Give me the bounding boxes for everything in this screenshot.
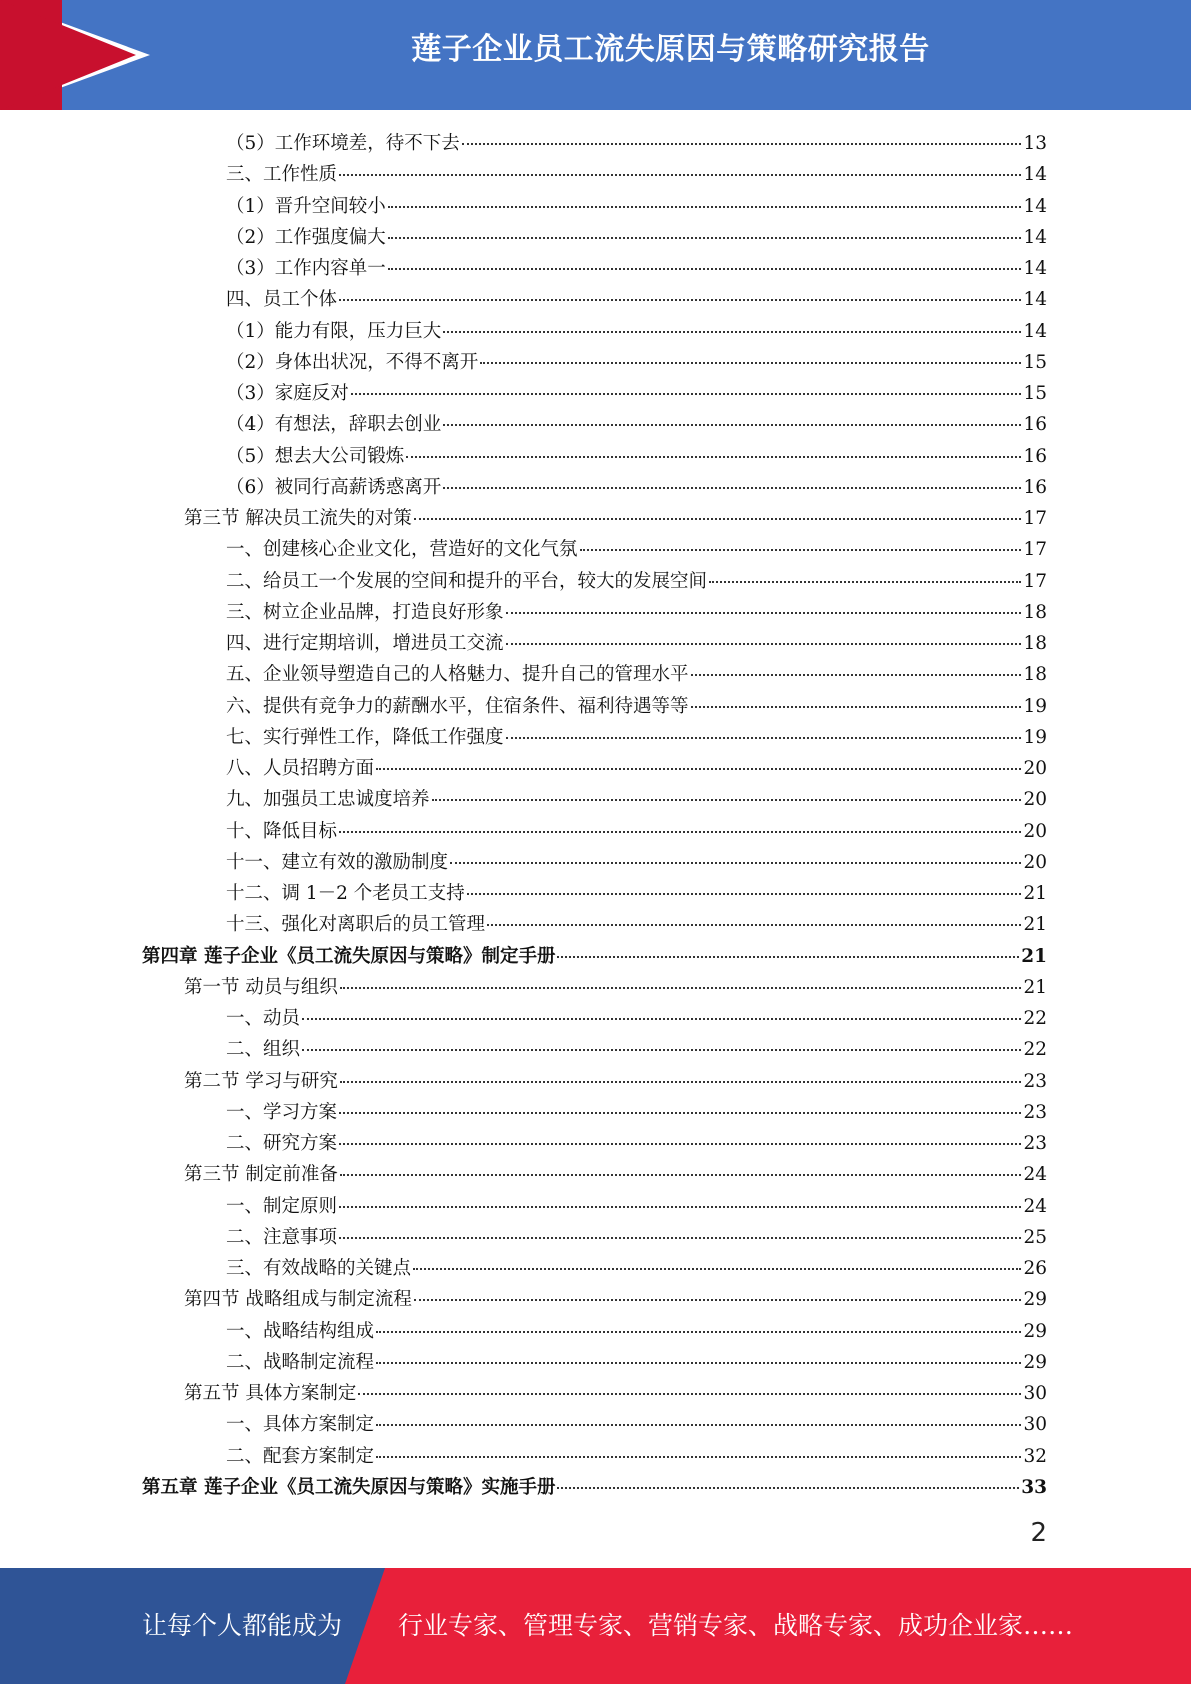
toc-dot-leader bbox=[462, 143, 1022, 145]
toc-entry[interactable] bbox=[184, 972, 1047, 1003]
toc-entry-title: 十三、强化对离职后的员工管理 bbox=[226, 914, 486, 936]
toc-dot-leader bbox=[340, 987, 1022, 989]
toc-entry[interactable] bbox=[226, 1441, 1047, 1472]
toc-entry-title: 二、给员工一个发展的空间和提升的平台，较大的发展空间 bbox=[226, 570, 708, 592]
toc-entry-page: 20 bbox=[1023, 758, 1047, 779]
toc-entry-page: 16 bbox=[1023, 414, 1047, 436]
toc-entry-title: 一、制定原则 bbox=[226, 1195, 338, 1217]
toc-entry-title: 第二节 学习与研究 bbox=[184, 1070, 338, 1092]
toc-entry-page: 15 bbox=[1023, 351, 1047, 373]
toc-entry[interactable] bbox=[226, 784, 1047, 815]
toc-entry-title: 一、动员 bbox=[226, 1008, 301, 1029]
toc-entry[interactable] bbox=[226, 909, 1047, 940]
toc-entry-page: 20 bbox=[1023, 789, 1047, 811]
toc-entry[interactable] bbox=[142, 1472, 1047, 1503]
toc-entry-title: 第四节 战略组成与制定流程 bbox=[184, 1289, 412, 1311]
toc-entry-title: （1）能力有限，压力巨大 bbox=[226, 320, 442, 342]
toc-entry[interactable] bbox=[226, 1097, 1047, 1128]
toc-entry-page: 16 bbox=[1023, 476, 1047, 498]
toc-entry-title: 一、学习方案 bbox=[226, 1101, 338, 1123]
toc-entry-page: 29 bbox=[1023, 1320, 1047, 1342]
toc-entry[interactable] bbox=[142, 941, 1047, 972]
toc-entry[interactable] bbox=[226, 284, 1047, 315]
toc-entry[interactable] bbox=[226, 409, 1047, 440]
toc-entry-title: 一、战略结构组成 bbox=[226, 1320, 375, 1342]
toc-entry[interactable] bbox=[226, 628, 1047, 659]
footer-banner bbox=[0, 1568, 1191, 1684]
toc-entry-page: 29 bbox=[1023, 1351, 1047, 1373]
toc-entry[interactable] bbox=[226, 472, 1047, 503]
toc-dot-leader bbox=[376, 1424, 1021, 1426]
toc-dot-leader bbox=[557, 1487, 1019, 1489]
toc-dot-leader bbox=[414, 1299, 1022, 1301]
toc-entry[interactable] bbox=[184, 1066, 1047, 1097]
toc-dot-leader bbox=[413, 1268, 1021, 1270]
toc-entry-page: 32 bbox=[1023, 1445, 1047, 1467]
toc-dot-leader bbox=[340, 1081, 1022, 1083]
toc-entry[interactable] bbox=[226, 566, 1047, 597]
toc-entry-page: 21 bbox=[1023, 883, 1047, 904]
toc-dot-leader bbox=[506, 737, 1022, 739]
toc-entry-title: 十、降低目标 bbox=[226, 820, 338, 842]
toc-entry-title: 三、树立企业品牌，打造良好形象 bbox=[226, 601, 504, 623]
toc-entry[interactable] bbox=[226, 316, 1047, 347]
toc-entry-title: 九、加强员工忠诚度培养 bbox=[226, 789, 430, 811]
toc-entry[interactable] bbox=[226, 722, 1047, 753]
toc-entry[interactable] bbox=[184, 1159, 1047, 1190]
toc-entry[interactable] bbox=[226, 847, 1047, 878]
toc-dot-leader bbox=[467, 893, 1022, 895]
toc-entry-title: 四、员工个体 bbox=[226, 289, 338, 311]
toc-entry-page: 26 bbox=[1023, 1258, 1047, 1279]
toc-entry-page: 24 bbox=[1023, 1164, 1047, 1186]
toc-dot-leader bbox=[709, 581, 1021, 583]
toc-entry-page: 18 bbox=[1023, 664, 1047, 686]
toc-entry-page: 30 bbox=[1023, 1383, 1047, 1404]
toc-dot-leader bbox=[339, 1237, 1021, 1239]
toc-entry[interactable] bbox=[226, 691, 1047, 722]
toc-entry-page: 17 bbox=[1023, 539, 1047, 561]
toc-dot-leader bbox=[376, 1331, 1021, 1333]
toc-dot-leader bbox=[302, 1018, 1021, 1020]
toc-entry-title: 六、提供有竞争力的薪酬水平，住宿条件、福利待遇等等 bbox=[226, 695, 689, 717]
toc-entry[interactable] bbox=[226, 659, 1047, 690]
toc-entry-page: 23 bbox=[1023, 1070, 1047, 1092]
toc-entry[interactable] bbox=[226, 1003, 1047, 1034]
toc-entry[interactable] bbox=[184, 503, 1047, 534]
toc-entry[interactable] bbox=[226, 378, 1047, 409]
toc-entry-page: 14 bbox=[1023, 195, 1047, 217]
footer-slogan-left: 让每个人都能成为 bbox=[142, 1611, 343, 1640]
toc-entry-title: 二、注意事项 bbox=[226, 1226, 338, 1248]
toc-dot-leader bbox=[339, 174, 1021, 176]
toc-dot-leader bbox=[339, 1112, 1021, 1114]
toc-dot-leader bbox=[414, 518, 1022, 520]
toc-entry[interactable] bbox=[226, 753, 1047, 784]
document-title: 莲子企业员工流失原因与策略研究报告 bbox=[411, 32, 930, 67]
toc-dot-leader bbox=[376, 1362, 1021, 1364]
toc-dot-leader bbox=[557, 956, 1019, 958]
toc-entry-page: 14 bbox=[1023, 289, 1047, 311]
toc-entry-title: （2）工作强度偏大 bbox=[226, 226, 386, 248]
toc-entry-page: 20 bbox=[1023, 820, 1047, 842]
toc-dot-leader bbox=[406, 456, 1021, 458]
toc-dot-leader bbox=[450, 862, 1021, 864]
toc-entry-title: 一、创建核心企业文化，营造好的文化气氛 bbox=[226, 539, 578, 561]
toc-entry[interactable] bbox=[226, 878, 1047, 909]
toc-entry-page: 17 bbox=[1023, 570, 1047, 592]
toc-dot-leader bbox=[340, 1174, 1022, 1176]
toc-entry-page: 18 bbox=[1023, 601, 1047, 623]
toc-dot-leader bbox=[302, 1049, 1021, 1051]
toc-entry-page: 20 bbox=[1023, 851, 1047, 873]
toc-entry[interactable] bbox=[226, 191, 1047, 222]
toc-dot-leader bbox=[443, 331, 1021, 333]
toc-dot-leader bbox=[506, 643, 1022, 645]
toc-entry[interactable] bbox=[226, 1253, 1047, 1284]
toc-entry-title: 第五章 莲子企业《员工流失原因与策略》实施手册 bbox=[142, 1476, 556, 1498]
toc-dot-leader bbox=[388, 237, 1022, 239]
toc-entry[interactable] bbox=[226, 597, 1047, 628]
toc-entry-title: 十二、调 1－2 个老员工支持 bbox=[226, 883, 465, 904]
page-number: 2 bbox=[1030, 1518, 1047, 1548]
toc-entry-page: 18 bbox=[1023, 633, 1047, 654]
toc-dot-leader bbox=[432, 799, 1022, 801]
toc-entry-page: 22 bbox=[1023, 1039, 1047, 1061]
toc-entry-title: 一、具体方案制定 bbox=[226, 1414, 375, 1436]
toc-entry[interactable] bbox=[226, 1347, 1047, 1378]
toc-dot-leader bbox=[691, 674, 1022, 676]
toc-entry[interactable] bbox=[184, 1284, 1047, 1315]
toc-entry-page: 23 bbox=[1023, 1133, 1047, 1154]
toc-dot-leader bbox=[480, 362, 1021, 364]
toc-dot-leader bbox=[443, 424, 1021, 426]
toc-entry[interactable] bbox=[226, 1222, 1047, 1253]
toc-entry-page: 21 bbox=[1023, 914, 1047, 936]
toc-entry-page: 33 bbox=[1021, 1476, 1047, 1498]
toc-dot-leader bbox=[351, 393, 1022, 395]
toc-entry-page: 14 bbox=[1023, 164, 1047, 186]
toc-dot-leader bbox=[388, 206, 1022, 208]
toc-entry[interactable] bbox=[226, 253, 1047, 284]
toc-entry[interactable] bbox=[184, 1378, 1047, 1409]
toc-entry-title: 八、人员招聘方面 bbox=[226, 758, 375, 779]
toc-entry-title: 七、实行弹性工作，降低工作强度 bbox=[226, 726, 504, 748]
toc-entry-title: 三、有效战略的关键点 bbox=[226, 1258, 412, 1279]
toc-entry-title: 二、研究方案 bbox=[226, 1133, 338, 1154]
toc-entry-page: 29 bbox=[1023, 1289, 1047, 1311]
toc-entry-title: 第五节 具体方案制定 bbox=[184, 1383, 357, 1404]
toc-entry-title: （6）被同行高薪诱惑离开 bbox=[226, 476, 442, 498]
toc-dot-leader bbox=[376, 768, 1021, 770]
toc-entry-title: 第四章 莲子企业《员工流失原因与策略》制定手册 bbox=[142, 945, 556, 967]
toc-entry[interactable] bbox=[226, 1034, 1047, 1065]
toc-dot-leader bbox=[506, 612, 1022, 614]
toc-dot-leader bbox=[388, 268, 1022, 270]
toc-entry-page: 14 bbox=[1023, 320, 1047, 342]
toc-entry-page: 21 bbox=[1021, 945, 1047, 967]
toc-entry[interactable] bbox=[226, 128, 1047, 159]
toc-entry-title: 五、企业领导塑造自己的人格魅力、提升自己的管理水平 bbox=[226, 664, 689, 686]
toc-entry-title: 四、进行定期培训，增进员工交流 bbox=[226, 633, 504, 654]
toc-dot-leader bbox=[580, 549, 1022, 551]
toc-entry-page: 19 bbox=[1023, 726, 1047, 748]
toc-entry[interactable] bbox=[226, 347, 1047, 378]
toc-entry-title: （5）工作环境差，待不下去 bbox=[226, 133, 460, 154]
toc-entry[interactable] bbox=[226, 441, 1047, 472]
toc-entry[interactable] bbox=[226, 816, 1047, 847]
header-banner bbox=[0, 0, 1191, 110]
toc-entry-page: 13 bbox=[1023, 133, 1047, 154]
toc-entry-page: 23 bbox=[1023, 1101, 1047, 1123]
footer-slogan-right: 行业专家、管理专家、营销专家、战略专家、成功企业家…… bbox=[398, 1611, 1074, 1640]
toc-entry-page: 30 bbox=[1023, 1414, 1047, 1436]
toc-entry-title: 二、配套方案制定 bbox=[226, 1445, 375, 1467]
toc-dot-leader bbox=[339, 831, 1021, 833]
toc-entry[interactable] bbox=[226, 534, 1047, 565]
toc-dot-leader bbox=[339, 1143, 1021, 1145]
toc-entry-title: 十一、建立有效的激励制度 bbox=[226, 851, 449, 873]
toc-dot-leader bbox=[443, 487, 1021, 489]
toc-dot-leader bbox=[376, 1456, 1021, 1458]
toc-entry-page: 14 bbox=[1023, 226, 1047, 248]
toc-dot-leader bbox=[358, 1393, 1021, 1395]
header-arrow-red-shape bbox=[0, 0, 136, 110]
toc-entry-title: 第一节 动员与组织 bbox=[184, 976, 338, 998]
toc-dot-leader bbox=[339, 299, 1021, 301]
toc-dot-leader bbox=[487, 924, 1021, 926]
toc-entry-title: （3）工作内容单一 bbox=[226, 258, 386, 279]
toc-entry-page: 14 bbox=[1023, 258, 1047, 279]
toc-entry-title: （5）想去大公司锻炼 bbox=[226, 445, 405, 467]
toc-entry-page: 16 bbox=[1023, 445, 1047, 467]
toc-entry-title: 第三节 制定前准备 bbox=[184, 1164, 338, 1186]
toc-entry-title: （4）有想法，辞职去创业 bbox=[226, 414, 442, 436]
toc-entry-title: （3）家庭反对 bbox=[226, 383, 349, 404]
toc-entry[interactable] bbox=[226, 1191, 1047, 1222]
toc-entry-title: 二、组织 bbox=[226, 1039, 301, 1061]
toc-entry[interactable] bbox=[226, 1316, 1047, 1347]
toc-entry-page: 22 bbox=[1023, 1008, 1047, 1029]
toc-entry-title: 三、工作性质 bbox=[226, 164, 338, 186]
toc-entry-title: （1）晋升空间较小 bbox=[226, 195, 386, 217]
toc-entry-page: 15 bbox=[1023, 383, 1047, 404]
toc-entry[interactable] bbox=[226, 1409, 1047, 1440]
toc-entry-title: 二、战略制定流程 bbox=[226, 1351, 375, 1373]
toc-dot-leader bbox=[339, 1206, 1021, 1208]
toc-entry-title: （2）身体出状况，不得不离开 bbox=[226, 351, 479, 373]
toc-entry-title: 第三节 解决员工流失的对策 bbox=[184, 508, 412, 529]
toc-entry-page: 19 bbox=[1023, 695, 1047, 717]
toc-entry[interactable] bbox=[226, 222, 1047, 253]
toc-dot-leader bbox=[691, 706, 1022, 708]
toc-entry-page: 21 bbox=[1023, 976, 1047, 998]
toc-entry[interactable] bbox=[226, 1128, 1047, 1159]
toc-entry-page: 24 bbox=[1023, 1195, 1047, 1217]
toc-entry-page: 17 bbox=[1023, 508, 1047, 529]
toc-entry[interactable] bbox=[226, 159, 1047, 190]
toc-entry-page: 25 bbox=[1023, 1226, 1047, 1248]
